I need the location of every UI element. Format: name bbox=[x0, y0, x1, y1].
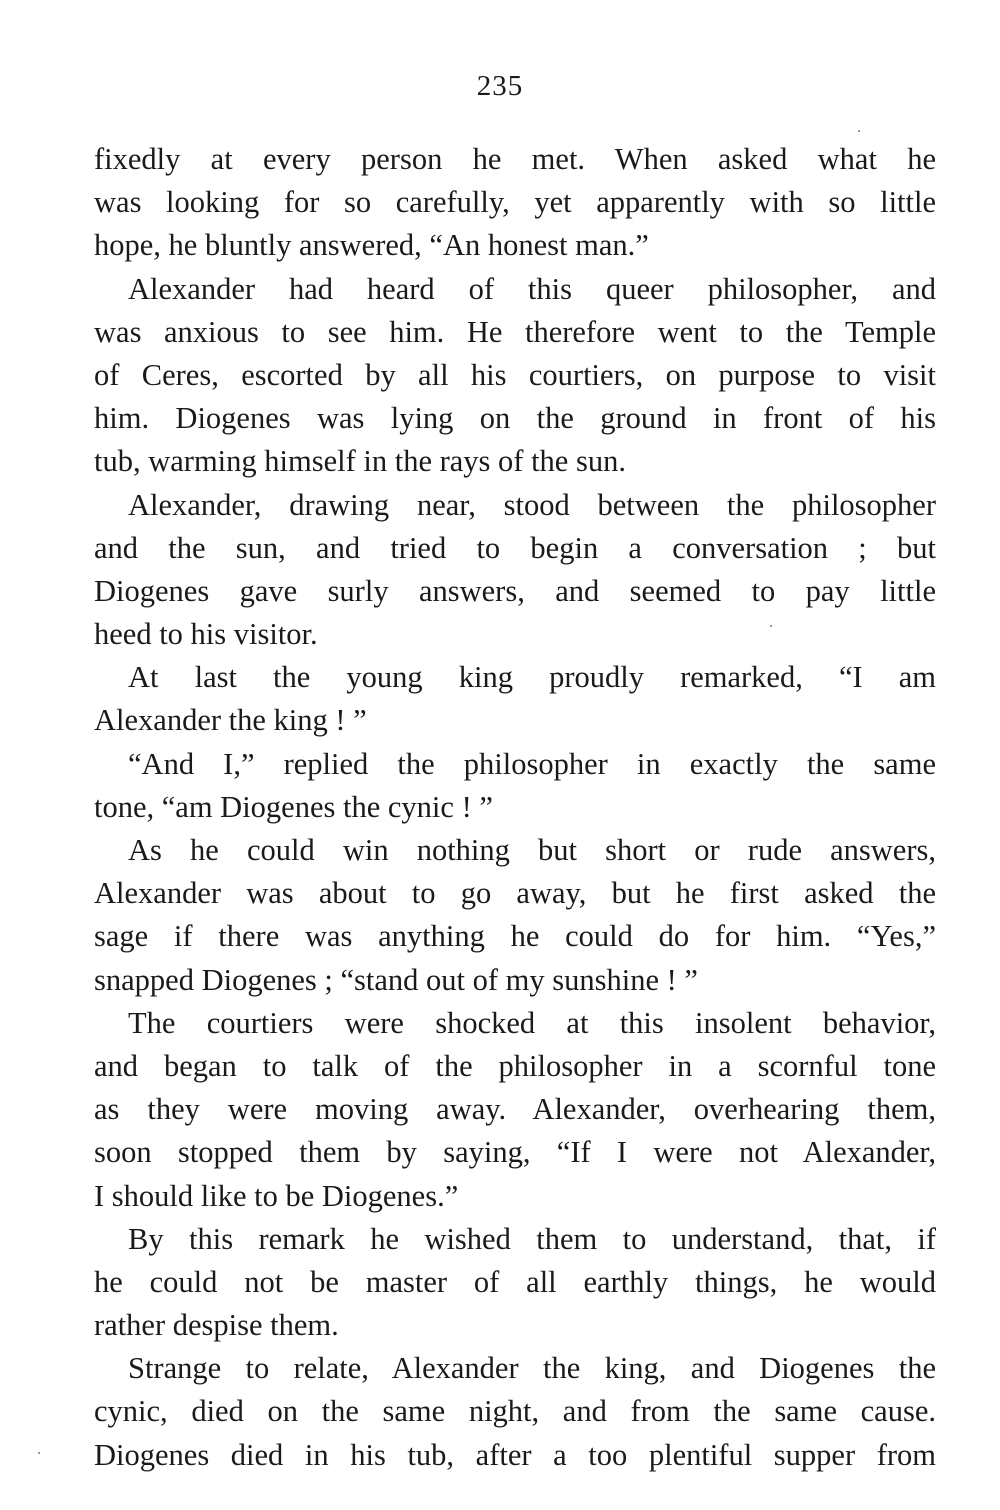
text-line: Alexander the king ! ” bbox=[94, 703, 367, 738]
text-line: he could not be master of all earthly things, he would bbox=[94, 1264, 936, 1299]
print-speck bbox=[38, 1452, 40, 1454]
text-line: tub, warming himself in the rays of the sun. bbox=[94, 444, 626, 479]
text-line: of Ceres, escorted by all his courtiers, on purpose to visit bbox=[94, 357, 936, 392]
paragraph-first-line: Strange to relate, Alexander the king, and Diogenes the bbox=[128, 1351, 936, 1386]
print-speck bbox=[858, 130, 860, 132]
text-line: was anxious to see him. He therefore went to the Temple bbox=[94, 314, 936, 349]
paragraph-first-line: The courtiers were shocked at this insolent behavior, bbox=[128, 1005, 936, 1040]
page-number: 235 bbox=[476, 70, 524, 102]
text-line: I should like to be Diogenes.” bbox=[94, 1178, 459, 1213]
text-line: Diogenes gave surly answers, and seemed to pay little bbox=[94, 573, 936, 608]
text-line: and began to talk of the philosopher in a scornful tone bbox=[94, 1048, 936, 1083]
text-line: snapped Diogenes ; “stand out of my sunshine ! ” bbox=[94, 962, 698, 997]
text-line: rather despise them. bbox=[94, 1308, 339, 1343]
text-line: was looking for so carefully, yet apparently with so little bbox=[94, 185, 936, 220]
paragraph-first-line: Alexander, drawing near, stood between the philosopher bbox=[128, 487, 936, 522]
paragraph-first-line: At last the young king proudly remarked, “I am bbox=[128, 660, 936, 695]
paragraph-first-line: As he could win nothing but short or rude answers, bbox=[128, 833, 936, 867]
paragraph-first-line: “And I,” replied the philosopher in exactly the same bbox=[128, 746, 936, 781]
paragraph-first-line: By this remark he wished them to understand, that, if bbox=[128, 1221, 936, 1256]
text-line: him. Diogenes was lying on the ground in front of his bbox=[94, 401, 936, 436]
text-line: sage if there was anything he could do for him. “Yes,” bbox=[94, 919, 936, 954]
text-line: and the sun, and tried to begin a conversation ; but bbox=[94, 530, 936, 565]
paragraph-first-line: Alexander had heard of this queer philosopher, and bbox=[128, 271, 936, 306]
body-text bbox=[94, 138, 936, 1477]
text-line: as they were moving away. Alexander, overhearing them, bbox=[94, 1092, 936, 1127]
print-speck bbox=[770, 625, 772, 627]
text-line: Alexander was about to go away, but he first asked the bbox=[94, 876, 936, 911]
text-line: tone, “am Diogenes the cynic ! ” bbox=[94, 789, 493, 824]
text-line: cynic, died on the same night, and from the same cause. bbox=[94, 1394, 936, 1429]
text-line: Diogenes died in his tub, after a too plentiful supper from bbox=[94, 1437, 936, 1472]
text-line: fixedly at every person he met. When asked what he bbox=[94, 142, 936, 176]
text-line: heed to his visitor. bbox=[94, 617, 318, 652]
text-line: hope, he bluntly answered, “An honest man.” bbox=[94, 228, 649, 263]
text-line: soon stopped them by saying, “If I were not Alexander, bbox=[94, 1135, 936, 1170]
